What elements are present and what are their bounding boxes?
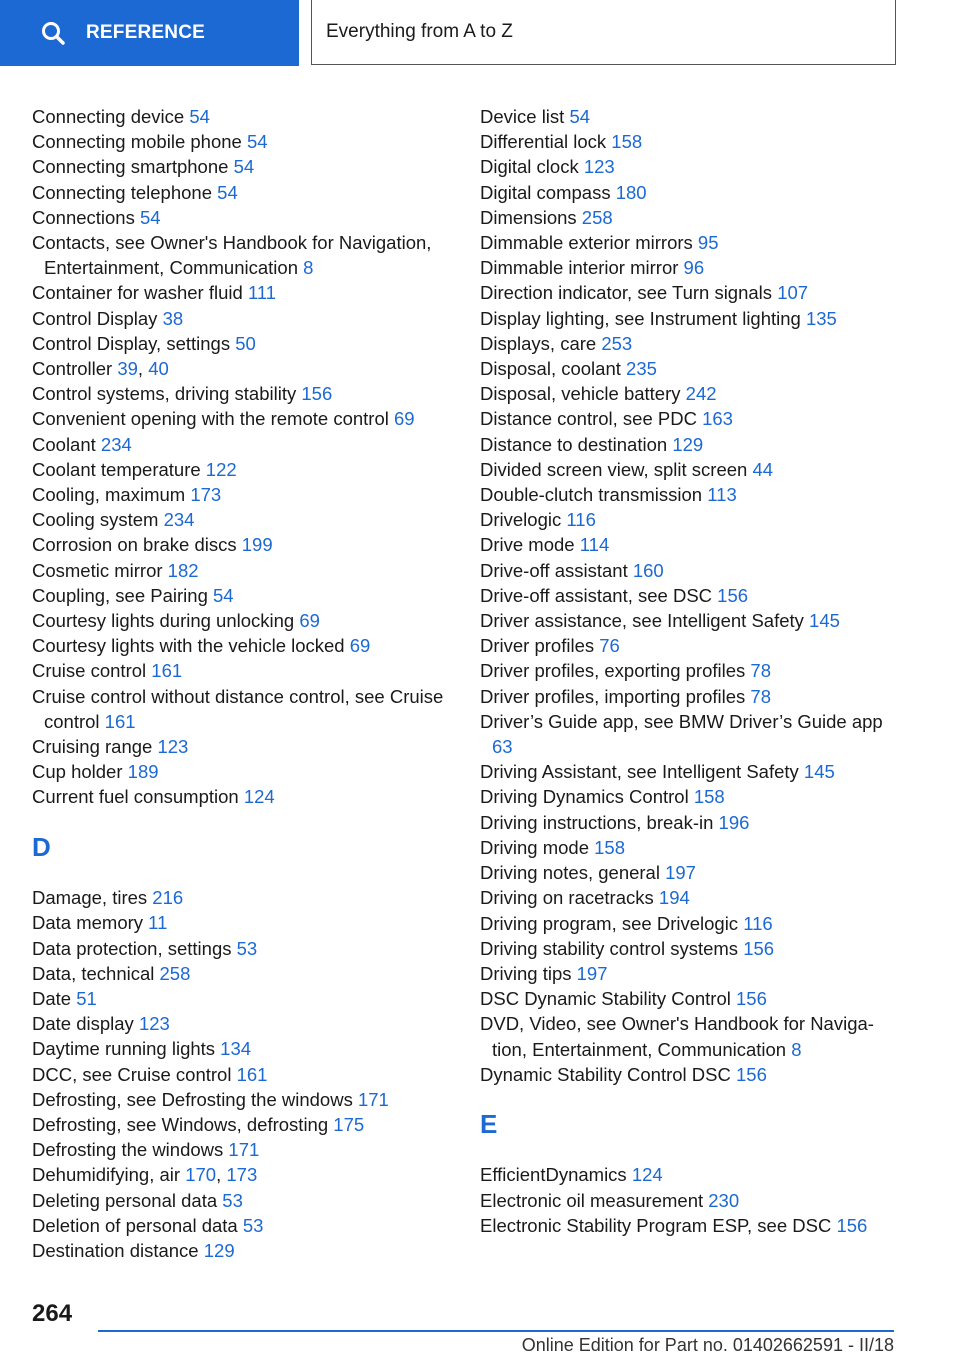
index-entry (480, 180, 905, 205)
page-link[interactable]: 253 (601, 332, 633, 354)
index-entry (480, 1213, 905, 1238)
page-link[interactable]: 40 (148, 358, 169, 380)
page-link[interactable]: 113 (707, 484, 737, 506)
index-entry (32, 633, 457, 658)
page-link[interactable]: 189 (127, 761, 159, 783)
page-link[interactable]: 124 (631, 1164, 663, 1186)
page-link[interactable]: 199 (241, 534, 273, 556)
page-link[interactable]: 124 (243, 786, 275, 808)
page-link[interactable]: 78 (750, 660, 771, 682)
index-term: Cooling system (32, 509, 159, 531)
index-term: Electronic Stability Program ESP, see DSC (480, 1214, 832, 1236)
page-link[interactable]: 129 (672, 433, 704, 455)
index-entry (32, 432, 457, 457)
index-term: Coolant (32, 433, 96, 455)
page-link[interactable]: 54 (217, 181, 238, 203)
reference-tab[interactable] (0, 0, 299, 66)
page-link[interactable]: 156 (836, 1214, 868, 1236)
page-link[interactable]: 156 (717, 584, 749, 606)
index-entry: Controller 39, 40 (32, 358, 169, 380)
footer-edition: Online Edition for Part no. 01402662591 - II/18 (521, 1335, 894, 1355)
page-link[interactable]: 123 (157, 736, 189, 758)
page-link[interactable]: 242 (685, 383, 717, 405)
index-entry (32, 734, 457, 759)
index-entry (480, 1062, 905, 1087)
page-link[interactable]: 50 (235, 332, 256, 354)
page-link[interactable]: 44 (752, 458, 774, 480)
index-term: Drive-off assistant (480, 559, 628, 581)
page-link[interactable]: 158 (611, 131, 643, 153)
page-link[interactable]: 107 (777, 282, 809, 304)
index-term: Connecting device (32, 106, 185, 127)
page-link[interactable]: 171 (357, 1088, 389, 1110)
index-term: Dimmable interior mirror (480, 257, 679, 279)
index-term: Cruise control (32, 660, 147, 682)
index-term: Cosmetic mirror (32, 559, 163, 581)
index-term: Drivelogic (480, 509, 562, 531)
index-term: Disposal, vehicle battery (480, 383, 681, 405)
index-entry (32, 658, 457, 683)
page-link[interactable]: 171 (228, 1139, 260, 1161)
index-entry (480, 885, 905, 910)
index-entry (32, 532, 457, 557)
page-link[interactable]: 234 (100, 433, 132, 455)
index-term: Driver’s Guide app, see BMW Driver’s Guide app (480, 710, 883, 732)
index-entry (32, 961, 457, 986)
index-term: Deletion of personal data (32, 1214, 238, 1236)
index-term: Driver profiles (480, 635, 595, 657)
index-entry (480, 230, 905, 255)
index-entry (480, 406, 905, 431)
index-term: Drive-off assistant, see DSC (480, 584, 713, 606)
index-entry (480, 381, 905, 406)
page-link[interactable]: 173 (190, 484, 222, 506)
page-link[interactable]: 134 (220, 1038, 252, 1060)
index-term: Cup holder (32, 761, 123, 783)
search-icon (40, 20, 66, 46)
index-term: Distance to destination (480, 433, 668, 455)
page-link[interactable]: 158 (693, 786, 725, 808)
page-link[interactable]: 69 (394, 408, 415, 430)
page-link[interactable]: 63 (492, 736, 513, 758)
index-entry (480, 558, 905, 583)
index-entry (480, 860, 905, 885)
page-link[interactable]: 114 (579, 534, 610, 556)
index-term: Current fuel consumption (32, 786, 239, 808)
page-link[interactable]: 76 (599, 635, 620, 657)
index-term: Driving instructions, break-in (480, 811, 714, 833)
page-link[interactable]: 163 (702, 408, 733, 430)
index-term: Damage, tires (32, 887, 148, 909)
index-entry (32, 306, 457, 331)
page-link[interactable]: 161 (236, 1063, 268, 1085)
index-entry (480, 280, 905, 305)
index-term: Distance control, see PDC (480, 408, 697, 430)
index-term: Dimmable exterior mirrors (480, 232, 693, 254)
index-entry (32, 457, 457, 482)
index-term: Direction indicator, see Turn signals (480, 282, 773, 304)
index-entry (32, 885, 457, 910)
index-entry (480, 583, 905, 608)
page-link[interactable]: 54 (189, 106, 210, 127)
index-entry (480, 608, 905, 633)
index-entry (32, 280, 457, 305)
page-link[interactable]: 123 (138, 1013, 170, 1035)
index-term: Driver assistance, see Intelligent Safety (480, 610, 804, 632)
index-entry (32, 1137, 457, 1162)
index-term: Defrosting the windows (32, 1139, 224, 1161)
index-entry (32, 936, 457, 961)
page-link[interactable]: 129 (203, 1240, 235, 1262)
index-term: Dimensions (480, 206, 577, 228)
index-term: Digital clock (480, 156, 579, 178)
index-entry (32, 381, 457, 406)
page-link[interactable]: 69 (299, 610, 320, 632)
index-entry (480, 205, 905, 230)
index-term: Coolant temperature (32, 458, 201, 480)
index-term: Control Display, settings (32, 332, 231, 354)
index-entry (32, 230, 457, 280)
index-term: Driving on racetracks (480, 887, 654, 909)
page-link[interactable]: 194 (658, 887, 690, 909)
index-term: Contacts, see Owner's Handbook for Navigation, Entertainment, Communication (32, 232, 432, 279)
page-link[interactable]: 95 (697, 232, 719, 254)
index-term: Driving program, see Drivelogic (480, 912, 739, 934)
index-entry (480, 1011, 905, 1061)
page-link[interactable]: 53 (222, 1189, 243, 1211)
index-term: Controller (32, 358, 113, 380)
index-column-left (32, 104, 457, 1263)
index-term: Electronic oil measurement (480, 1189, 704, 1211)
index-entry (32, 1036, 457, 1061)
index-entry (32, 1213, 457, 1238)
page-link[interactable]: 54 (246, 131, 268, 153)
index-term: Daytime running lights (32, 1038, 216, 1060)
index-entry (32, 1188, 457, 1213)
index-term: Coupling, see Pairing (32, 584, 208, 606)
index-term: Driver profiles, importing profiles (480, 685, 746, 707)
index-entry (480, 255, 905, 280)
page-link[interactable]: 216 (152, 887, 184, 909)
index-entry (480, 759, 905, 784)
index-term: Divided screen view, split screen (480, 458, 748, 480)
index-entry (480, 331, 905, 356)
reference-label: REFERENCE (86, 22, 205, 43)
page-link[interactable]: 54 (569, 106, 591, 127)
index-letter-heading: D (32, 831, 51, 862)
page-link[interactable]: 78 (750, 685, 771, 707)
index-term: Connecting smartphone (32, 156, 229, 178)
page-link[interactable]: 161 (104, 710, 136, 732)
index-entry (32, 406, 457, 431)
page-link[interactable]: 53 (242, 1214, 264, 1236)
footer-divider (98, 1330, 894, 1332)
page-link[interactable]: 170 (185, 1164, 217, 1186)
page-link[interactable]: 156 (301, 383, 333, 405)
index-entry (32, 1112, 457, 1137)
index-entry (32, 1062, 457, 1087)
index-term: Digital compass (480, 181, 611, 203)
index-entry (480, 1188, 905, 1213)
index-term: Connections (32, 206, 135, 228)
index-term: Disposal, coolant (480, 358, 621, 380)
index-entry (32, 1087, 457, 1112)
page-link[interactable]: 156 (736, 988, 767, 1010)
page-link[interactable]: 8 (791, 1038, 802, 1060)
index-term: Driving notes, general (480, 862, 660, 884)
section-spacer (32, 810, 457, 835)
index-entry (480, 658, 905, 683)
page-link[interactable]: 196 (718, 811, 750, 833)
index-entry (480, 356, 905, 381)
index-entry (480, 835, 905, 860)
index-term: Control systems, driving stability (32, 383, 297, 405)
page-link[interactable]: 230 (708, 1189, 740, 1211)
index-entry (480, 507, 905, 532)
index-entry (480, 1162, 905, 1187)
index-term: Corrosion on brake discs (32, 534, 237, 556)
index-entry (32, 180, 457, 205)
index-entry (480, 104, 905, 129)
index-term: Courtesy lights during unlocking (32, 610, 295, 632)
index-term: Control Display (32, 307, 158, 329)
page-link[interactable]: 54 (233, 156, 255, 178)
page-link[interactable]: 39 (117, 358, 138, 380)
index-term: Data memory (32, 912, 144, 934)
page-link[interactable]: 54 (213, 584, 234, 606)
page-link[interactable]: 175 (333, 1114, 365, 1136)
index-entry (32, 558, 457, 583)
page-link[interactable]: 116 (743, 912, 773, 934)
page-link[interactable]: 54 (139, 206, 161, 228)
index-term: Cruising range (32, 736, 153, 758)
index-entry (32, 759, 457, 784)
page-link[interactable]: 156 (736, 1063, 767, 1085)
index-term: Drive mode (480, 534, 575, 556)
index-entry (480, 306, 905, 331)
index-term: Displays, care (480, 332, 597, 354)
index-term: DVD, Video, see Owner's Handbook for Naviga‐tion, Entertainment, Communication (480, 1013, 874, 1060)
page-link[interactable]: 197 (665, 862, 696, 884)
page-link[interactable]: 38 (162, 307, 184, 329)
index-term: Date (32, 988, 72, 1010)
index-entry (480, 810, 905, 835)
index-term: DCC, see Cruise control (32, 1063, 232, 1085)
index-letter-heading: E (480, 1109, 498, 1140)
index-term: Driving Assistant, see Intelligent Safety (480, 761, 799, 783)
index-entry (32, 784, 457, 809)
index-entry (480, 961, 905, 986)
index-entry (32, 129, 457, 154)
index-entry (32, 910, 457, 935)
section-spacer (480, 1087, 905, 1112)
index-term: Connecting mobile phone (32, 131, 242, 153)
chapter-title-box (311, 0, 896, 65)
index-entry (480, 432, 905, 457)
index-entry (480, 784, 905, 809)
index-term: Data protection, settings (32, 937, 232, 959)
page-link[interactable]: 122 (205, 458, 237, 480)
index-column-right (480, 104, 905, 1238)
index-entry (32, 608, 457, 633)
page-link[interactable]: 158 (594, 836, 626, 858)
page-link[interactable]: 69 (349, 635, 371, 657)
index-term: Deleting personal data (32, 1189, 218, 1211)
index-term: Device list (480, 106, 565, 127)
index-entry (32, 482, 457, 507)
index-entry (480, 482, 905, 507)
index-entry (32, 986, 457, 1011)
index-term: Connecting telephone (32, 181, 213, 203)
index-entry (32, 1011, 457, 1036)
index-term: Container for washer fluid (32, 282, 243, 304)
index-term: Date display (32, 1013, 134, 1035)
page-link[interactable]: 116 (566, 509, 596, 531)
index-term: Defrosting, see Defrosting the windows (32, 1088, 353, 1110)
index-entry (32, 154, 457, 179)
page-header (0, 0, 960, 66)
page-link[interactable]: 182 (167, 559, 199, 581)
page-link[interactable]: 8 (303, 257, 314, 279)
page-link[interactable]: 173 (226, 1164, 258, 1186)
index-entry (32, 684, 457, 734)
index-term: Defrosting, see Windows, defrosting (32, 1114, 329, 1136)
index-term: Double-clutch transmission (480, 484, 703, 506)
index-term: Data, technical (32, 962, 155, 984)
chapter-title: Everything from A to Z (326, 21, 513, 42)
index-entry (32, 205, 457, 230)
page-link[interactable]: 180 (615, 181, 647, 203)
page-link[interactable]: 135 (805, 307, 837, 329)
index-entry (32, 1238, 457, 1263)
page-link[interactable]: 96 (683, 257, 705, 279)
page-link[interactable]: 11 (148, 912, 168, 934)
page-link[interactable]: 123 (583, 156, 615, 178)
index-entry (480, 911, 905, 936)
section-spacer (480, 1137, 905, 1162)
page-link[interactable]: 145 (803, 761, 835, 783)
index-term: Cruise control without distance control, see Cruise control (32, 685, 444, 732)
index-term: Driving tips (480, 962, 572, 984)
index-term: Dehumidifying, air (32, 1164, 181, 1186)
index-term: Convenient opening with the remote control (32, 408, 389, 430)
page-link[interactable]: 160 (632, 559, 664, 581)
index-entry (480, 936, 905, 961)
index-term: EfficientDynamics (480, 1164, 627, 1186)
index-term: Differential lock (480, 131, 607, 153)
index-term: Display lighting, see Instrument lighting (480, 307, 801, 329)
page-link[interactable]: 234 (163, 509, 195, 531)
index-entry (480, 709, 905, 759)
page-link[interactable]: 235 (626, 358, 657, 380)
page-link[interactable]: 156 (743, 937, 775, 959)
index-entry (32, 104, 457, 129)
index-entry (32, 583, 457, 608)
index-entry (480, 684, 905, 709)
index-term: Driver profiles, exporting profiles (480, 660, 746, 682)
index-entry (32, 331, 457, 356)
index-term: Dynamic Stability Control DSC (480, 1063, 731, 1085)
index-entry (480, 986, 905, 1011)
index-term: DSC Dynamic Stability Control (480, 988, 731, 1010)
index-entry (480, 154, 905, 179)
page-link[interactable]: 258 (159, 962, 191, 984)
index-term: Driving mode (480, 836, 589, 858)
index-entry (480, 532, 905, 557)
index-term: Courtesy lights with the vehicle locked (32, 635, 345, 657)
page-link[interactable]: 53 (236, 937, 258, 959)
index-term: Destination distance (32, 1240, 199, 1262)
page-link[interactable]: 258 (581, 206, 613, 228)
index-term: Driving stability control systems (480, 937, 739, 959)
section-spacer (32, 860, 457, 885)
page-link[interactable]: 145 (809, 610, 840, 632)
index-term: Driving Dynamics Control (480, 786, 689, 808)
page-number: 264 (32, 1300, 73, 1327)
index-entry (480, 457, 905, 482)
page-link[interactable]: 161 (151, 660, 183, 682)
index-term: Cooling, maximum (32, 484, 186, 506)
index-entry (480, 633, 905, 658)
page-link[interactable]: 111 (247, 282, 277, 304)
page-link[interactable]: 197 (576, 962, 608, 984)
page-link[interactable]: 51 (76, 988, 97, 1010)
index-entry (32, 507, 457, 532)
index-entry: Dehumidifying, air 170, 173 (32, 1164, 258, 1186)
index-entry (480, 129, 905, 154)
